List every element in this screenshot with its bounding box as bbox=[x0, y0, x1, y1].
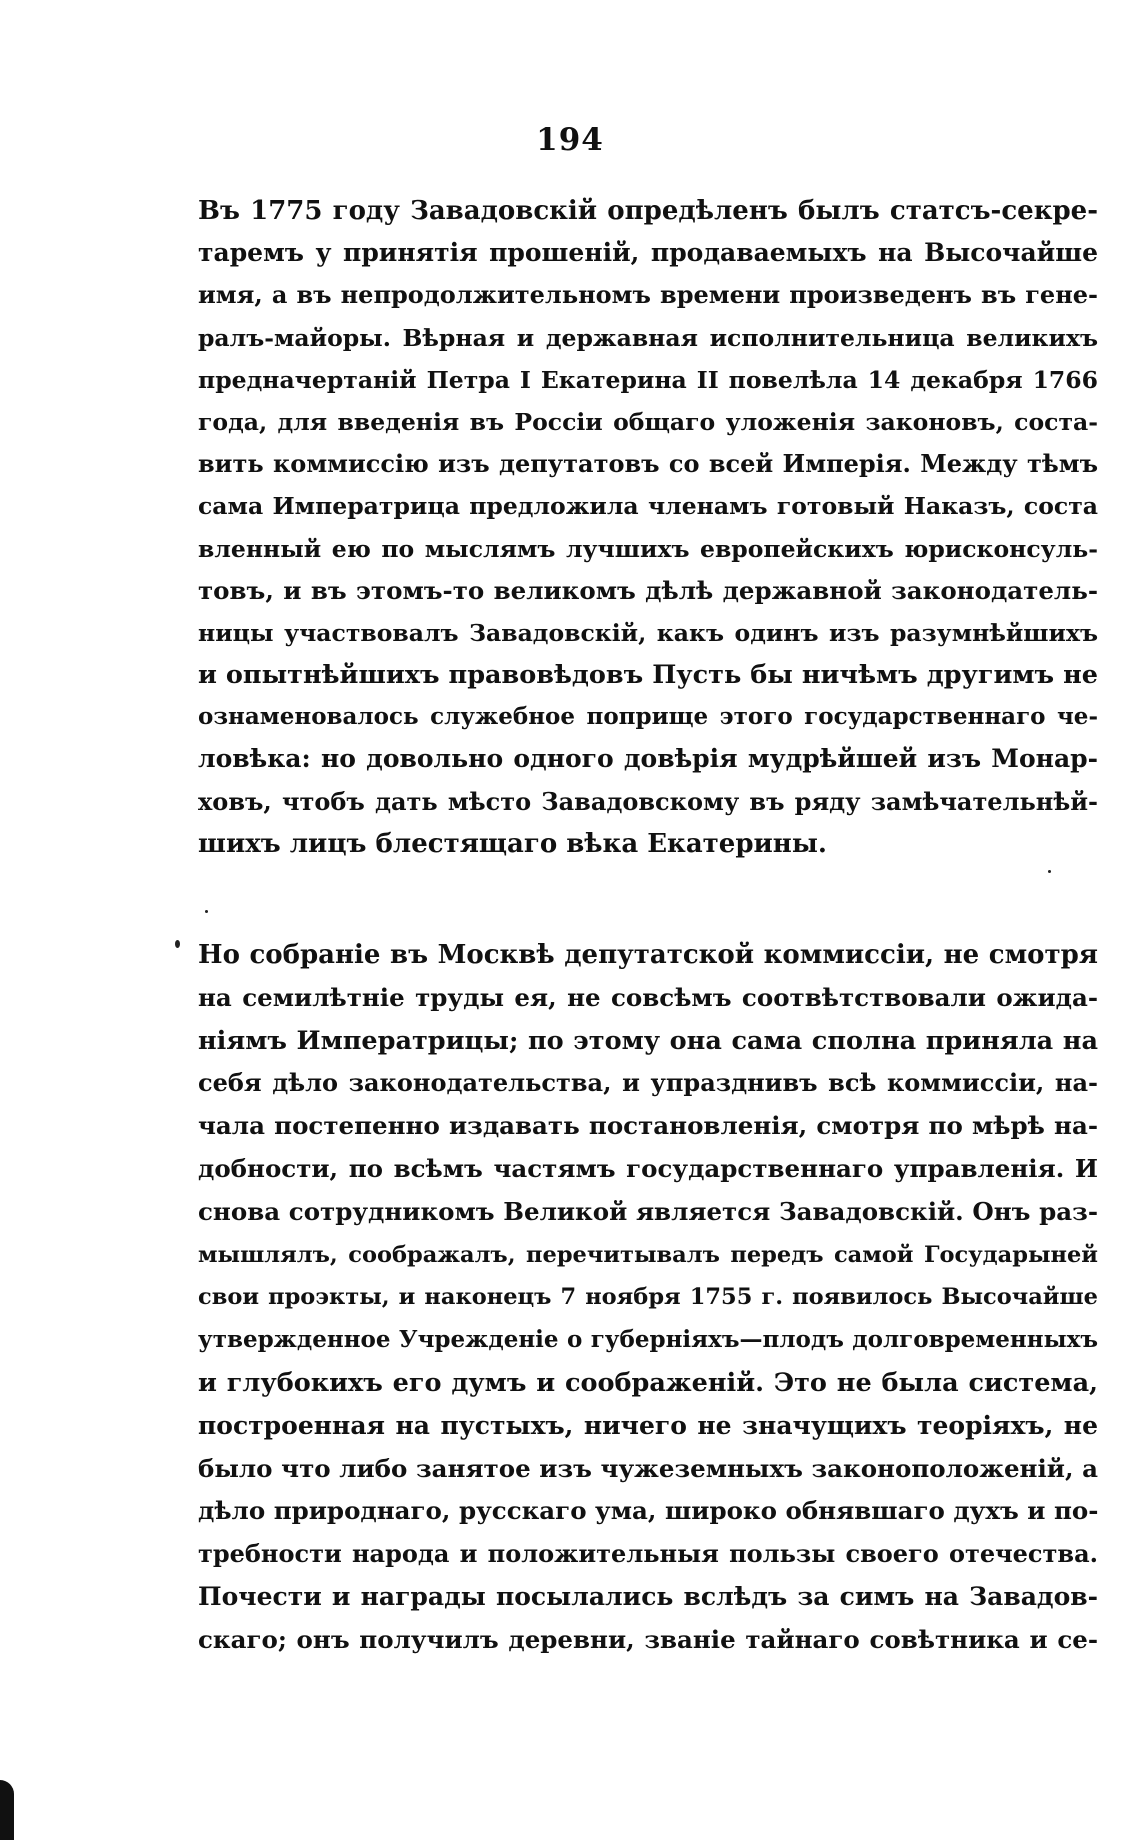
text-line: добности, по всѣмъ частямъ государственнаго управленія. И bbox=[198, 1153, 1098, 1183]
text-line: вить коммиссію изъ депутатовъ со всей Имперія. Между тѣмъ bbox=[198, 449, 1098, 479]
text-line: построенная на пустыхъ, ничего не значущихъ теоріяхъ, не bbox=[198, 1410, 1098, 1440]
text-line: Почести и награды посылались вслѣдъ за симъ на Завадов- bbox=[198, 1581, 1098, 1611]
text-line: снова сотрудникомъ Великой является Завадовскій. Онъ раз- bbox=[198, 1196, 1098, 1226]
text-line: себя дѣло законодательства, и упразднивъ всѣ коммиссіи, на- bbox=[198, 1068, 1098, 1098]
text-line: свои проэкты, и наконецъ 7 ноября 1755 г. появилось Высочайше bbox=[198, 1284, 1098, 1311]
scan-speck bbox=[1048, 870, 1051, 873]
text-line: предначертаній Петра I Екатерина II повелѣла 14 декабря 1766 bbox=[198, 365, 1098, 394]
text-line: утвержденное Учрежденіе о губерніяхъ—плодъ долговременныхъ bbox=[198, 1326, 1098, 1354]
text-line: было что либо занятое изъ чужеземныхъ законоположеній, а bbox=[198, 1453, 1098, 1483]
text-line: ралъ-майоры. Вѣрная и державная исполнительница великихъ bbox=[198, 323, 1098, 352]
text-line: ловѣка: но довольно одного довѣрія мудрѣйшей изъ Монар- bbox=[198, 744, 1098, 774]
scan-speck bbox=[205, 910, 208, 913]
text-line: ніямъ Императрицы; по этому она сама сполна приняла на bbox=[198, 1025, 1098, 1056]
text-line: ницы участвовалъ Завадовскій, какъ одинъ изъ разумнѣйшихъ bbox=[198, 618, 1098, 647]
text-line: Въ 1775 году Завадовскій опредѣленъ былъ статсъ-секре- bbox=[198, 196, 1098, 226]
text-line: и глубокихъ его думъ и соображеній. Это не была система, bbox=[198, 1367, 1098, 1398]
paragraph-1 bbox=[198, 190, 1098, 865]
text-line: шихъ лицъ блестящаго вѣка Екатерины. bbox=[198, 828, 827, 859]
text-line: дѣло природнаго, русскаго ума, широко обнявшаго духъ и по- bbox=[198, 1496, 1098, 1526]
text-line: Но собраніе въ Москвѣ депутатской коммиссіи, не смотря bbox=[198, 940, 1098, 970]
text-line: сама Императрица предложила членамъ готовый Наказъ, соста bbox=[198, 492, 1098, 521]
text-line: вленный ею по мыслямъ лучшихъ европейскихъ юрисконсуль- bbox=[198, 534, 1098, 563]
text-line: ознаменовалось служебное поприще этого государственнаго че- bbox=[198, 703, 1098, 731]
text-line: ховъ, чтобъ дать мѣсто Завадовскому въ ряду замѣчательнѣй- bbox=[198, 786, 1098, 816]
text-line: товъ, и въ этомъ-то великомъ дѣлѣ державной законодатель- bbox=[198, 575, 1098, 605]
text-line: мышлялъ, соображалъ, перечитывалъ передъ самой Государыней bbox=[198, 1241, 1098, 1268]
text-line: требности народа и положительныя пользы своего отечества. bbox=[198, 1539, 1098, 1569]
scan-edge-mark bbox=[0, 1780, 14, 1840]
text-line: таремъ у принятія прошеній, продаваемыхъ на Высочайше bbox=[198, 238, 1098, 268]
paragraph-2 bbox=[198, 934, 1098, 1662]
text-line: чала постепенно издавать постановленія, смотря по мѣрѣ на- bbox=[198, 1111, 1098, 1141]
text-line: года, для введенія въ Россіи общаго уложенія законовъ, соста- bbox=[198, 407, 1098, 436]
text-line: на семилѣтніе труды ея, не совсѣмъ соотвѣтствовали ожида- bbox=[198, 982, 1098, 1012]
scan-speck bbox=[175, 940, 180, 948]
text-line: и опытнѣйшихъ правовѣдовъ Пусть бы ничѣмъ другимъ не bbox=[198, 660, 1098, 691]
page-number: 194 bbox=[536, 122, 604, 158]
text-line: скаго; онъ получилъ деревни, званіе тайнаго совѣтника и се- bbox=[198, 1624, 1098, 1654]
text-line: имя, а въ непродолжительномъ времени произведенъ въ гене- bbox=[198, 280, 1098, 310]
